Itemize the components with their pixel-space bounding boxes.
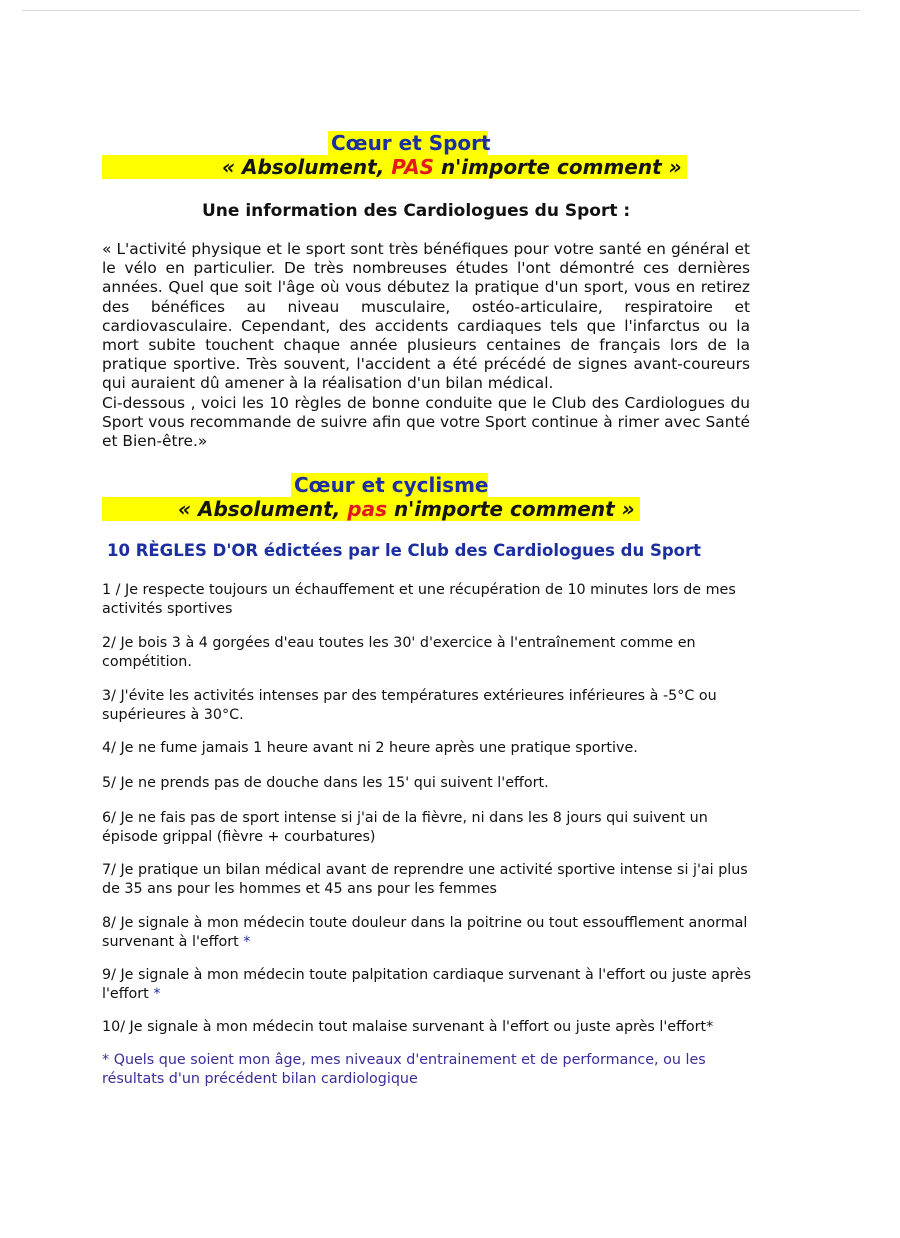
intro-paragraph-1: « L'activité physique et le sport sont très bénéfiques pour votre santé en général et le vélo en particulier. De très nombreuses études l'ont démontré ces dernières années. Quel que soit l'âge où vous débutez la pratique d'un sport, vous en retirez des bénéfices au niveau musculaire, ostéo-articulaire, respiratoire et cardiovasculaire. Cependant, des accidents cardiaques tels que l'infarctus ou la mort subite touchent chaque année plusieurs centaines de français lors de la pratique sportive. Très souvent, l'accident a été précédé de signes avant-coureurs qui auraient dû amener à la réalisation d'un bilan médical. [102, 240, 750, 393]
tagline-2-emphasis: pas [347, 497, 387, 521]
rule-item [102, 914, 762, 951]
tagline-2-end: n'importe comment » [386, 497, 635, 521]
rules-title: 10 RÈGLES D'OR édictées par le Club des Cardiologues du Sport [107, 541, 702, 560]
rule-text: 5/ Je ne prends pas de douche dans les 15' qui suivent l'effort. [102, 775, 549, 791]
tagline-1-end: n'importe comment » [433, 155, 682, 179]
tagline-1-emphasis: PAS [391, 155, 434, 179]
rule-text: 7/ Je pratique un bilan médical avant de reprendre une activité sportive intense si j'ai plus de 35 ans pour les hommes et 45 ans pour les femmes [102, 862, 748, 897]
rule-text: 8/ Je signale à mon médecin toute douleur dans la poitrine ou tout essoufflement anormal survenant à l'effort [102, 915, 748, 950]
intro-text [102, 240, 750, 451]
rule-item [102, 809, 762, 846]
rule-footnote-mark: * [238, 933, 251, 950]
rule-item [102, 687, 762, 724]
rule-text: 4/ Je ne fume jamais 1 heure avant ni 2 heure après une pratique sportive. [102, 740, 638, 756]
rule-item [102, 634, 762, 671]
section-1-tagline [222, 155, 682, 179]
rule-item [102, 774, 762, 793]
rule-item [102, 861, 762, 898]
rule-item [102, 739, 762, 758]
section-2-tagline [178, 497, 635, 521]
section-1-title: Cœur et Sport [331, 131, 491, 155]
rule-item [102, 581, 762, 618]
rule-footnote-mark: * [148, 985, 161, 1002]
tagline-1-start: « Absolument, [222, 155, 392, 179]
scan-edge-line [22, 10, 860, 11]
rule-item [102, 1018, 762, 1037]
rule-text: 1 / Je respecte toujours un échauffement et une récupération de 10 minutes lors de mes activités sportives [102, 582, 736, 617]
intro-paragraph-2: Ci-dessous , voici les 10 règles de bonne conduite que le Club des Cardiologues du Sport vous recommande de suivre afin que votre Sport continue à rimer avec Santé et Bien-être.» [102, 393, 750, 451]
tagline-2-start: « Absolument, [178, 497, 348, 521]
rule-item [102, 966, 762, 1003]
footnote: * Quels que soient mon âge, mes niveaux d'entrainement et de performance, ou les résultats d'un précédent bilan cardiologique [102, 1052, 706, 1087]
rule-text: 10/ Je signale à mon médecin tout malaise survenant à l'effort ou juste après l'effort* [102, 1019, 714, 1035]
rule-text: 3/ J'évite les activités intenses par des températures extérieures inférieures à -5°C ou supérieures à 30°C. [102, 688, 717, 723]
rule-text: 9/ Je signale à mon médecin toute palpitation cardiaque survenant à l'effort ou juste après l'effort [102, 967, 752, 1002]
document-subtitle: Une information des Cardiologues du Sport : [202, 201, 631, 221]
section-2-title: Cœur et cyclisme [294, 473, 489, 497]
rule-text: 2/ Je bois 3 à 4 gorgées d'eau toutes les 30' d'exercice à l'entraînement comme en compétition. [102, 635, 696, 670]
rule-text: 6/ Je ne fais pas de sport intense si j'ai de la fièvre, ni dans les 8 jours qui suivent un épisode grippal (fièvre + courbatures) [102, 810, 708, 845]
